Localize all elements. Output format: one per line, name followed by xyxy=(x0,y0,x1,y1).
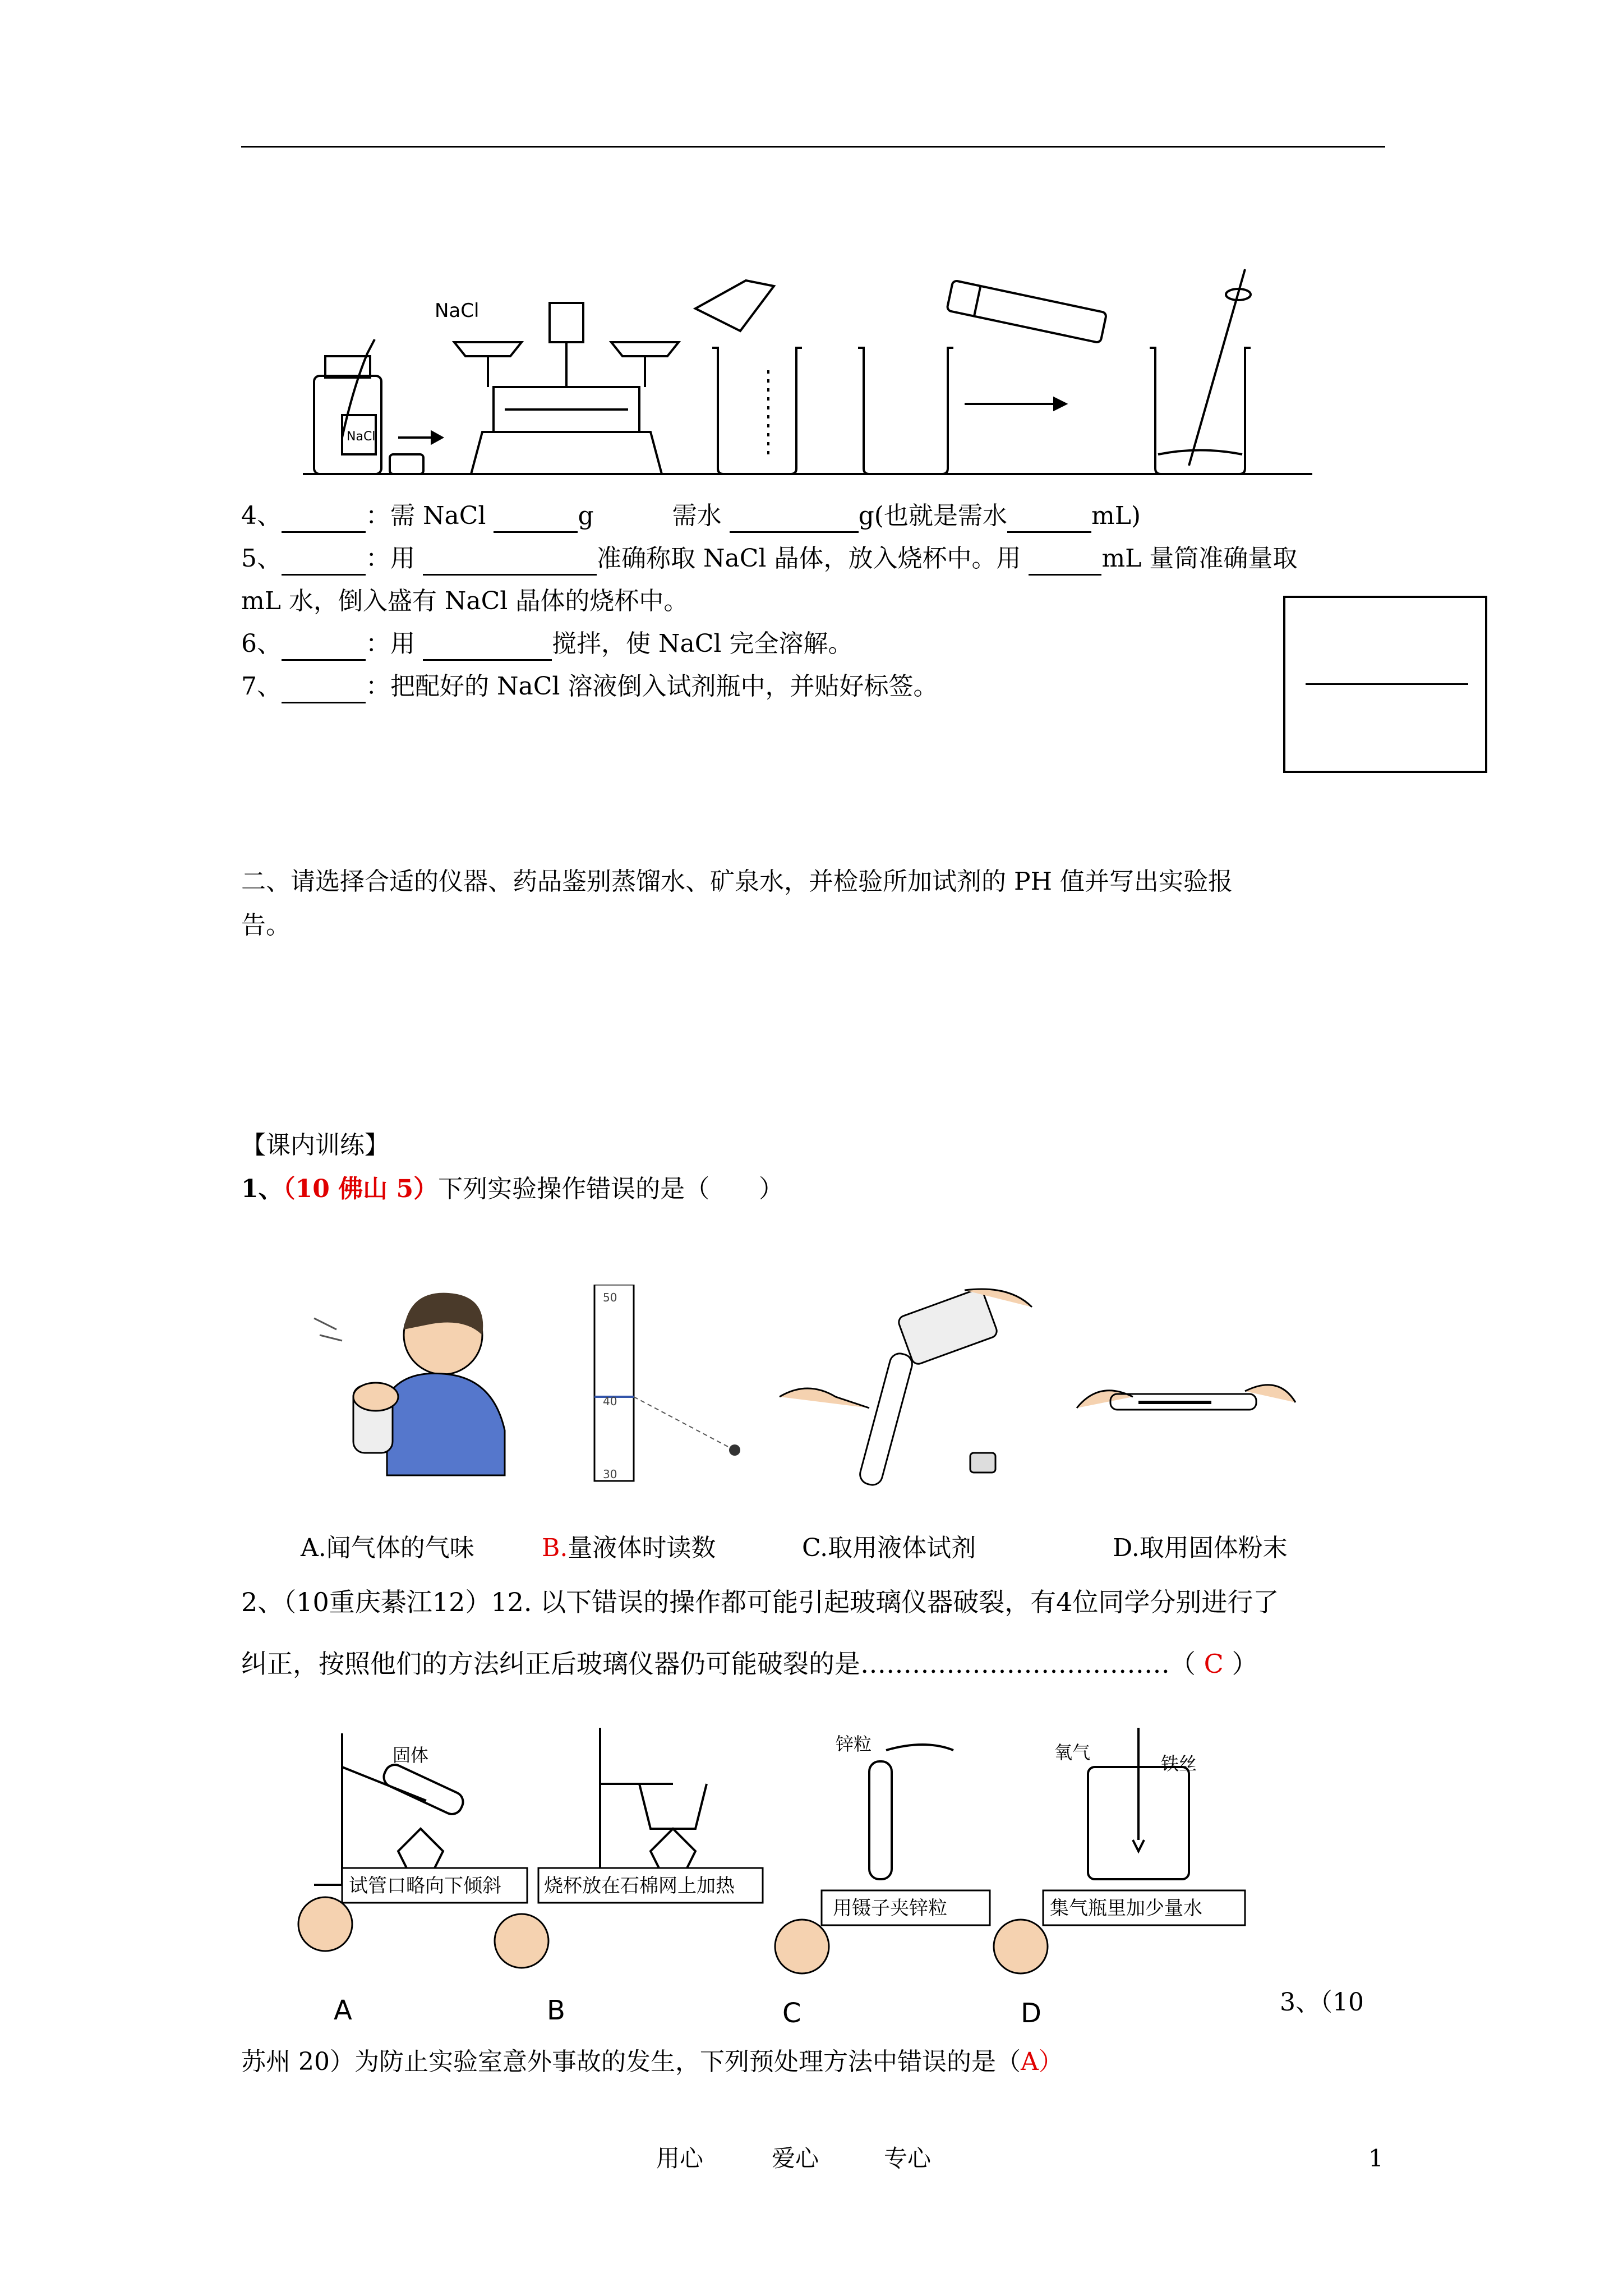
cylinder-tick-40: 40 xyxy=(603,1395,617,1408)
blank-water-mass[interactable] xyxy=(730,507,859,533)
q2-letter-a: A xyxy=(334,1995,352,2026)
footer-item-2: 爱心 xyxy=(772,2145,819,2172)
q2-illustrations xyxy=(280,1717,1346,2031)
section-2-line-2: 告。 xyxy=(241,911,291,940)
step-5-line-2: mL 水，倒入盛有 NaCl 晶体的烧杯中。 xyxy=(241,587,689,615)
question-2-line-1: 2、（10重庆綦江12）12. 以下错误的操作都可能引起玻璃仪器破裂，有4位同学分别进行了 xyxy=(241,1587,1279,1617)
blank-step-name[interactable] xyxy=(282,549,366,576)
question-3-line: 苏州 20）为防止实验室意外事故的发生，下列预处理方法中错误的是（A） xyxy=(241,2047,1063,2076)
q1-illustrations xyxy=(303,1285,1324,1498)
footer-item-3: 专心 xyxy=(884,2145,932,2172)
question-1: 1、（10 佛山 5）下列实验操作错误的是（ ） xyxy=(241,1175,784,1203)
blank-weighing-instrument[interactable] xyxy=(423,549,597,576)
q2-a-top-label: 固体 xyxy=(393,1745,429,1766)
question-2-line-2: 纠正，按照他们的方法纠正后玻璃仪器仍可能破裂的是………………………………（ C ） xyxy=(241,1649,1258,1679)
boy-smelling-illustration xyxy=(314,1293,505,1475)
blank-step-name[interactable] xyxy=(282,634,366,661)
q2-letter-c: C xyxy=(782,1998,801,2029)
blank-step-name[interactable] xyxy=(282,507,366,533)
blank-cylinder-volume[interactable] xyxy=(1029,549,1101,576)
q2-letter-b: B xyxy=(547,1995,565,2026)
cylinder-tick-50: 50 xyxy=(603,1291,617,1304)
section-2-line-1: 二、请选择合适的仪器、药品鉴别蒸馏水、矿泉水，并检验所加试剂的 PH 值并写出实验报 xyxy=(241,867,1233,896)
q1-option-a[interactable]: A.闻气体的气味 xyxy=(301,1534,474,1562)
page-number: 1 xyxy=(1368,2145,1384,2172)
question-3-number: 3、（10 xyxy=(1280,1988,1364,2017)
jar-label: NaCl xyxy=(347,430,376,444)
cylinder-reading-illustration xyxy=(594,1285,740,1481)
step-7-line: 7、 ：把配好的 NaCl 溶液倒入试剂瓶中，并贴好标签。 xyxy=(241,670,938,703)
label-box[interactable] xyxy=(1283,596,1487,773)
training-heading: 【课内训练】 xyxy=(241,1131,389,1159)
q2-d-top-label: 氧气 xyxy=(1054,1742,1091,1763)
q2-letter-d: D xyxy=(1021,1998,1041,2029)
q2-d-bubble: 集气瓶里加少量水 xyxy=(1050,1897,1202,1920)
blank-stirring-tool[interactable] xyxy=(423,634,552,661)
label-box-line xyxy=(1306,683,1468,685)
header-rule xyxy=(241,146,1385,148)
balance-label: NaCl xyxy=(435,300,479,322)
q1-option-b[interactable]: B.量液体时读数 xyxy=(542,1534,716,1562)
q2-b-bubble: 烧杯放在石棉网上加热 xyxy=(544,1875,735,1897)
q2-c-bubble: 用镊子夹锌粒 xyxy=(833,1897,947,1920)
step-6-line: 6、 ：用 搅拌，使 NaCl 完全溶解。 xyxy=(241,627,852,661)
question-source: （10 佛山 5） xyxy=(283,1175,439,1203)
footer-item-1: 用心 xyxy=(656,2145,704,2172)
pouring-liquid-illustration xyxy=(780,1287,1032,1487)
answer-c: C xyxy=(1204,1649,1224,1679)
blank-water-volume[interactable] xyxy=(1007,507,1091,533)
blank-step-name[interactable] xyxy=(282,677,366,703)
solution-preparation-figure xyxy=(303,247,1312,482)
cylinder-tick-30: 30 xyxy=(603,1467,617,1481)
q2-c-top-label: 锌粒 xyxy=(836,1733,872,1755)
q2-d-top-label-2: 铁丝 xyxy=(1161,1753,1197,1774)
blank-nacl-mass[interactable] xyxy=(494,507,578,533)
q2-a-bubble: 试管口略向下倾斜 xyxy=(349,1875,501,1897)
answer-a: A xyxy=(1020,2047,1039,2076)
q1-option-c[interactable]: C.取用液体试剂 xyxy=(802,1534,976,1562)
solid-powder-illustration xyxy=(1077,1385,1295,1410)
step-number: 4、 xyxy=(241,501,282,530)
step-5-line: 5、 ：用 准确称取 NaCl 晶体，放入烧杯中。用 mL 量筒准确量取 xyxy=(241,542,1297,576)
q1-option-d[interactable]: D.取用固体粉末 xyxy=(1113,1534,1288,1562)
step-4-line: 4、 ：需 NaCl g 需水 g(也就是需水 mL) xyxy=(241,499,1141,533)
